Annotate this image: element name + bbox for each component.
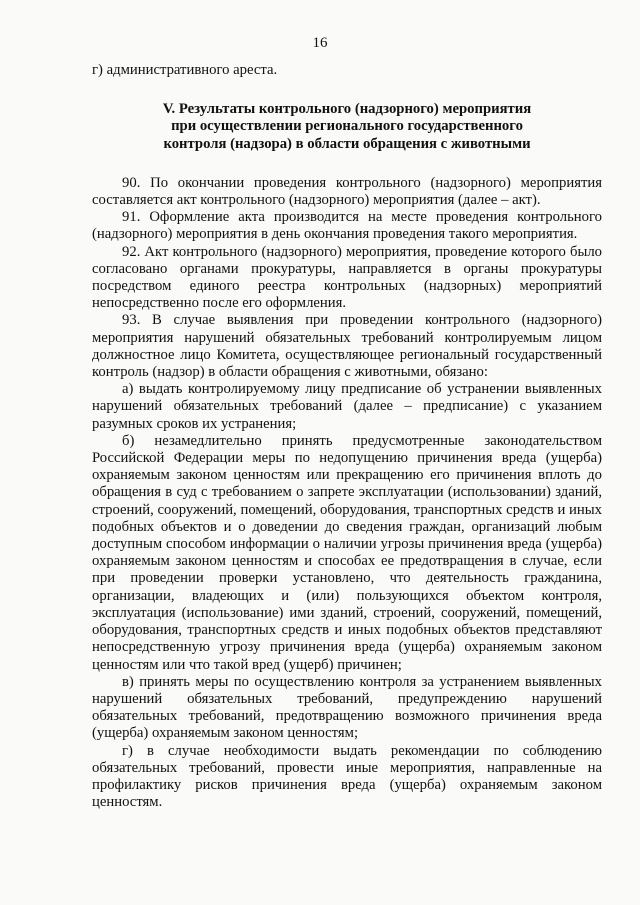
section-heading <box>92 101 602 153</box>
paragraph-93: 93. В случае выявления при проведении контрольного (надзорного) мероприятия нарушений обязательных требований контролируемым лицом должностное лицо Комитета, осуществляющее региональный государственный контроль (надзор) в области обращения с животными, обязано: <box>92 312 602 381</box>
paragraph-90: 90. По окончании проведения контрольного (надзорного) мероприятия составляется акт контрольного (надзорного) мероприятия (далее – акт). <box>92 174 602 209</box>
section-heading-line3: контроля (надзора) в области обращения с животными <box>163 135 531 152</box>
paragraph-92: 92. Акт контрольного (надзорного) мероприятия, проведение которого было согласовано органами прокуратуры, направляется в органы прокуратуры посредством единого реестра контрольных (надзорных) мероприятий непосредственно после его оформления. <box>92 243 602 312</box>
document-body <box>92 62 602 811</box>
subparagraph-a: а) выдать контролируемому лицу предписание об устранении выявленных нарушений обязательных требований (далее – предписание) с указанием разумных сроков их устранения; <box>92 381 602 432</box>
section-heading-line1: V. Результаты контрольного (надзорного) мероприятия <box>162 101 532 118</box>
section-heading-line2: при осуществлении регионального государственного <box>171 118 523 135</box>
paragraph-91: 91. Оформление акта производится на месте проведения контрольного (надзорного) мероприятия в день окончания проведения такого мероприятия. <box>92 209 602 243</box>
intro-line: г) административного ареста. <box>92 62 278 78</box>
page-number: 16 <box>312 35 328 51</box>
subparagraph-v: в) принять меры по осуществлению контроля за устранением выявленных нарушений обязательных требований, предупреждению нарушений обязательных требований, предотвращению возможного причинения вреда (ущерба) охраняемым законом ценностям; <box>92 673 602 742</box>
subparagraph-b: б) незамедлительно принять предусмотренные законодательством Российской Федерации меры по недопущению причинения вреда (ущерба) охраняемым законом ценностям или прекращению его причинения вплоть до обращения в суд с требованием о запрете эксплуатации (использовании) зданий, строений, сооружений, помещений, оборудования, транспортных средств и иных подобных объектов и о доведении до сведения граждан, организаций любым доступным способом информации о наличии угрозы причинения вреда (ущерба) охраняемым законом ценностям и способах ее предотвращения в случае, если при проведении проверки установлено, что деятельность гражданина, организации, владеющих и (или) пользующихся объектом контроля, эксплуатация (использование) ими зданий, строений, сооружений, помещений, оборудования, транспортных средств и иных подобных объектов представляют непосредственную угрозу причинения вреда (ущерба) охраняемым законом ценностям или что такой вред (ущерб) причинен; <box>92 432 602 673</box>
subparagraph-g: г) в случае необходимости выдать рекомендации по соблюдению обязательных требований, провести иные мероприятия, направленные на профилактику рисков причинения вреда (ущерба) охраняемым законом ценностям. <box>92 742 602 811</box>
